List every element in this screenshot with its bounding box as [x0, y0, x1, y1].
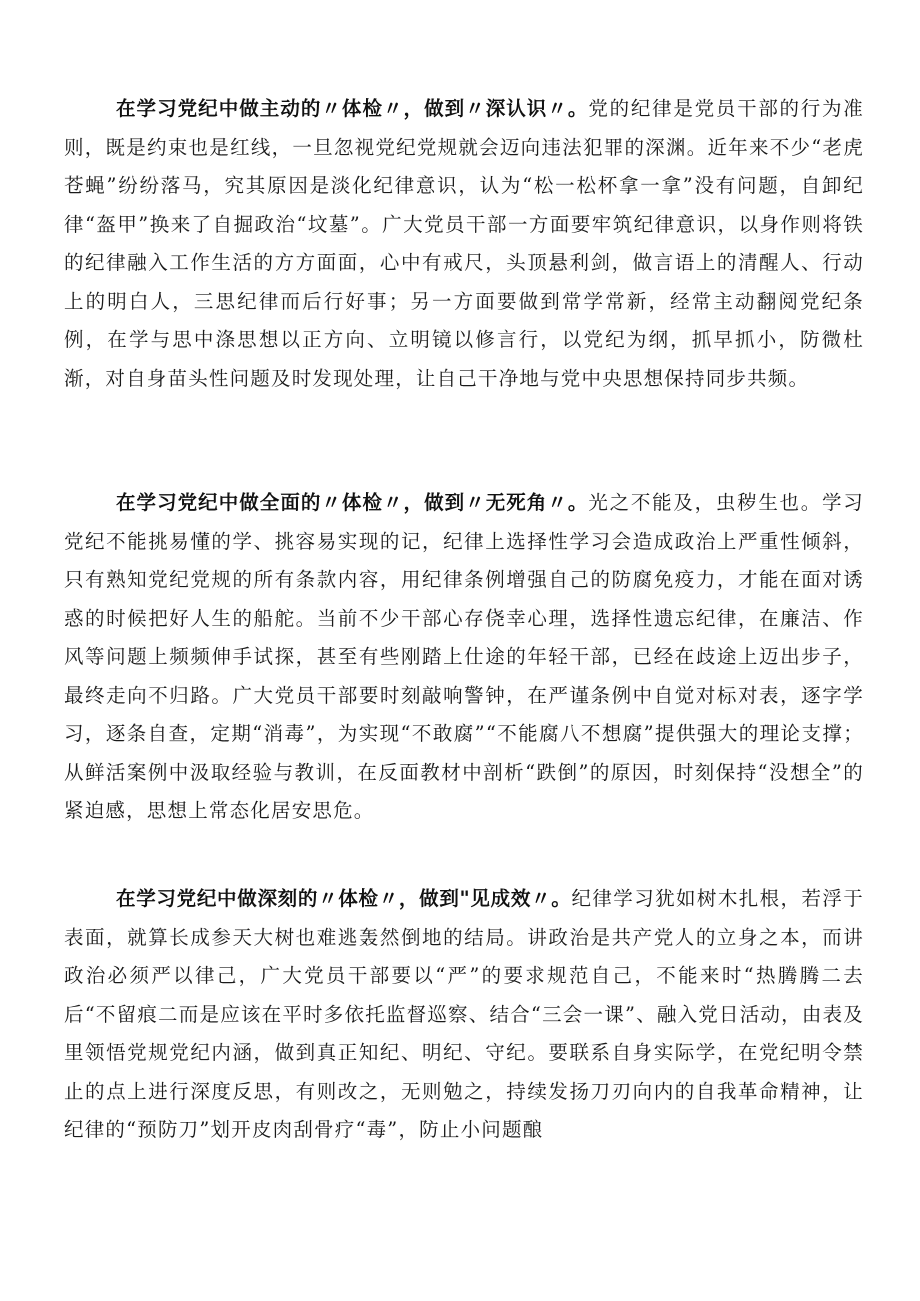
paragraph-3-heading: 在学习党纪中做深刻的〃体检〃，做到"见成效〃。	[116, 887, 572, 910]
paragraph-2-body: 光之不能及，虫秽生也。学习党纪不能挑易懂的学、挑容易实现的记，纪律上选择性学习会造成政治上严重性倾斜，只有熟知党纪党规的所有条款内容，用纪律条例增强自己的防腐免疫力，才能在面对诱惑的时候把好人生的船舵。当前不少干部心存侥幸心理，选择性遗忘纪律，在廉洁、作风等问题上频频伸手试探，甚至有些刚踏上仕途的年轻干部，已经在歧途上迈出步子，最终走向不归路。广大党员干部要时刻敲响警钟，在严谨条例中自觉对标对表，逐字学习，逐条自查，定期“消毒”，为实现“不敢腐”“不能腐八不想腐”提供强大的理论支撑；从鲜活案例中汲取经验与教训，在反面教材中剖析“跌倒”的原因，时刻保持“没想全”的紧迫感，思想上常态化居安思危。	[64, 491, 864, 822]
paragraph-1-body: 党的纪律是党员干部的行为准则，既是约束也是红线，一旦忽视党纪党规就会迈向违法犯罪的深渊。近年来不少“老虎苍蝇”纷纷落马，究其原因是淡化纪律意识，认为“松一松杯拿一拿”没有问题，自卸纪律“盔甲”换来了自掘政治“坟墓”。广大党员干部一方面要牢筑纪律意识，以身作则将铁的纪律融入工作生活的方方面面，心中有戒尺，头顶悬利剑，做言语上的清醒人、行动上的明白人，三思纪律而后行好事；另一方面要做到常学常新，经常主动翻阅党纪条例，在学与思中涤思想以正方向、立明镜以修言行，以党纪为纲，抓早抓小，防微杜渐，对自身苗头性问题及时发现处理，让自己干净地与党中央思想保持同步共频。	[64, 97, 864, 390]
paragraph-1	[64, 90, 864, 398]
paragraph-2	[64, 484, 864, 831]
paragraph-1-heading: 在学习党纪中做主动的〃体检〃，做到〃深认识〃。	[116, 97, 589, 120]
paragraph-2-heading: 在学习党纪中做全面的〃体检〃，做到〃无死角〃。	[116, 491, 589, 514]
paragraph-3-body: 纪律学习犹如树木扎根，若浮于表面，就算长成参天大树也难逃轰然倒地的结局。讲政治是共产党人的立身之本，而讲政治必须严以律己，广大党员干部要以“严”的要求规范自己，不能来时“热腾腾二去后“不留痕二而是应该在平时多依托监督巡察、结合“三会一课”、融入党日活动，由表及里领悟党规党纪内涵，做到真正知纪、明纪、守纪。要联系自身实际学，在党纪明令禁止的点上进行深度反思，有则改之，无则勉之，持续发扬刀刃向内的自我革命精神，让纪律的“预防刀”划开皮肉刮骨疗“毒”，防止小问题酿	[64, 887, 864, 1141]
paragraph-3	[64, 880, 864, 1150]
